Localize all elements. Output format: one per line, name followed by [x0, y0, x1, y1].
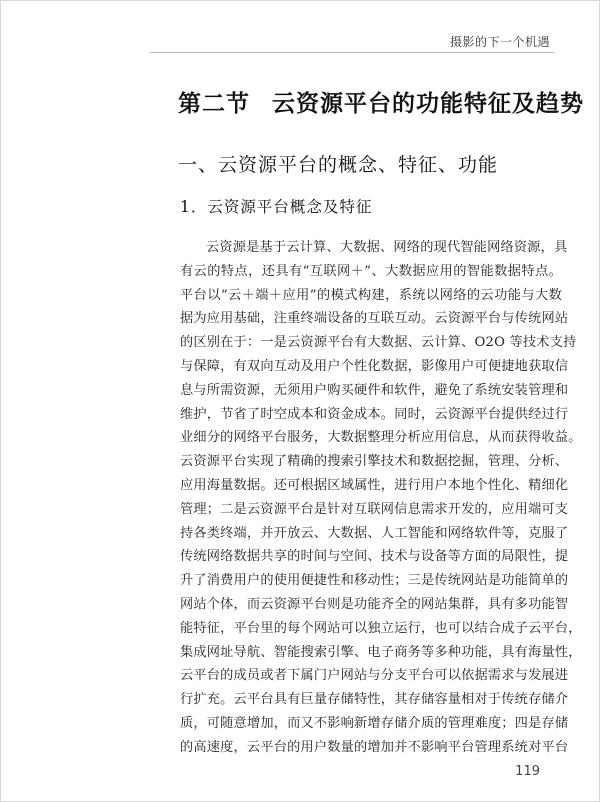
body-line: 云资源平台实现了精确的搜索引擎技术和数据挖掘，管理、分析、: [180, 454, 569, 470]
section-number: 第二节: [178, 90, 250, 117]
body-line: 平台以“云＋端＋应用”的模式构建，系统以网络的云功能与大数: [180, 287, 562, 303]
running-header-title: 摄影的下一个机遇: [449, 35, 550, 49]
page-number: 119: [515, 764, 540, 779]
body-line: 有云的特点，还具有“互联网＋”、大数据应用的智能数据特点。: [180, 263, 562, 279]
body-line: 据为应用基础，注重终端设备的互联互动。云资源平台与传统网站: [180, 311, 569, 327]
body-line: 云平台的成员或者下属门户网站与分支平台可以依据需求与发展进: [180, 668, 569, 684]
body-line: 行扩充。云平台具有巨量存储特性，其存储容量相对于传统存储介: [180, 692, 569, 708]
body-line: 集成网址导航、智能搜索引擎、电子商务等多种功能，具有海量性，: [180, 644, 582, 660]
subsection-heading: 一、云资源平台的概念、特征、功能: [178, 154, 499, 176]
body-line: 与保障，有双向互动及用户个性化数据，影像用户可便捷地获取信: [180, 358, 569, 374]
body-line: 云资源是基于云计算、大数据、网络的现代智能网络资源，具: [206, 240, 568, 255]
body-line: 管理；二是云资源平台是针对互联网信息需求开发的，应用端可支: [180, 501, 569, 517]
body-line: 维护，节省了时空成本和资金成本。同时，云资源平台提供经过行: [180, 406, 569, 422]
body-line: 升了消费用户的使用便捷性和移动性；三是传统网站是功能简单的: [180, 573, 569, 589]
body-line: 持各类终端，并开放云、大数据、人工智能和网络软件等，克服了: [180, 525, 569, 541]
section-title: 云资源平台的功能特征及趋势: [272, 90, 584, 117]
body-line: 应用海量数据。还可根据区域属性，进行用户本地个性化、精细化: [180, 477, 569, 493]
body-line: 的高速度，云平台的用户数量的增加并不影响平台管理系统对平台: [180, 739, 569, 755]
body-line: 网站个体，而云资源平台则是功能齐全的网站集群，具有多功能智: [180, 596, 569, 612]
body-line: 传统网络数据共享的时间与空间、技术与设备等方面的局限性，提: [180, 549, 569, 565]
header-rule: [150, 52, 555, 53]
body-paragraph: [180, 236, 582, 760]
body-line: 业细分的网络平台服务，大数据整理分析应用信息，从而获得收益。: [180, 430, 582, 446]
sub-subsection-heading: 1．云资源平台概念及特征: [180, 198, 373, 216]
body-line: 能特征，平台里的每个网站可以独立运行，也可以结合成子云平台，: [180, 620, 582, 636]
body-line: 质，可随意增加，而又不影响新增存储介质的管理难度；四是存储: [180, 715, 569, 731]
body-line: 的区别在于：一是云资源平台有大数据、云计算、O2O 等技术支持: [180, 335, 577, 351]
body-line: 息与所需资源，无须用户购买硬件和软件，避免了系统安装管理和: [180, 382, 569, 398]
section-heading: [178, 85, 584, 118]
